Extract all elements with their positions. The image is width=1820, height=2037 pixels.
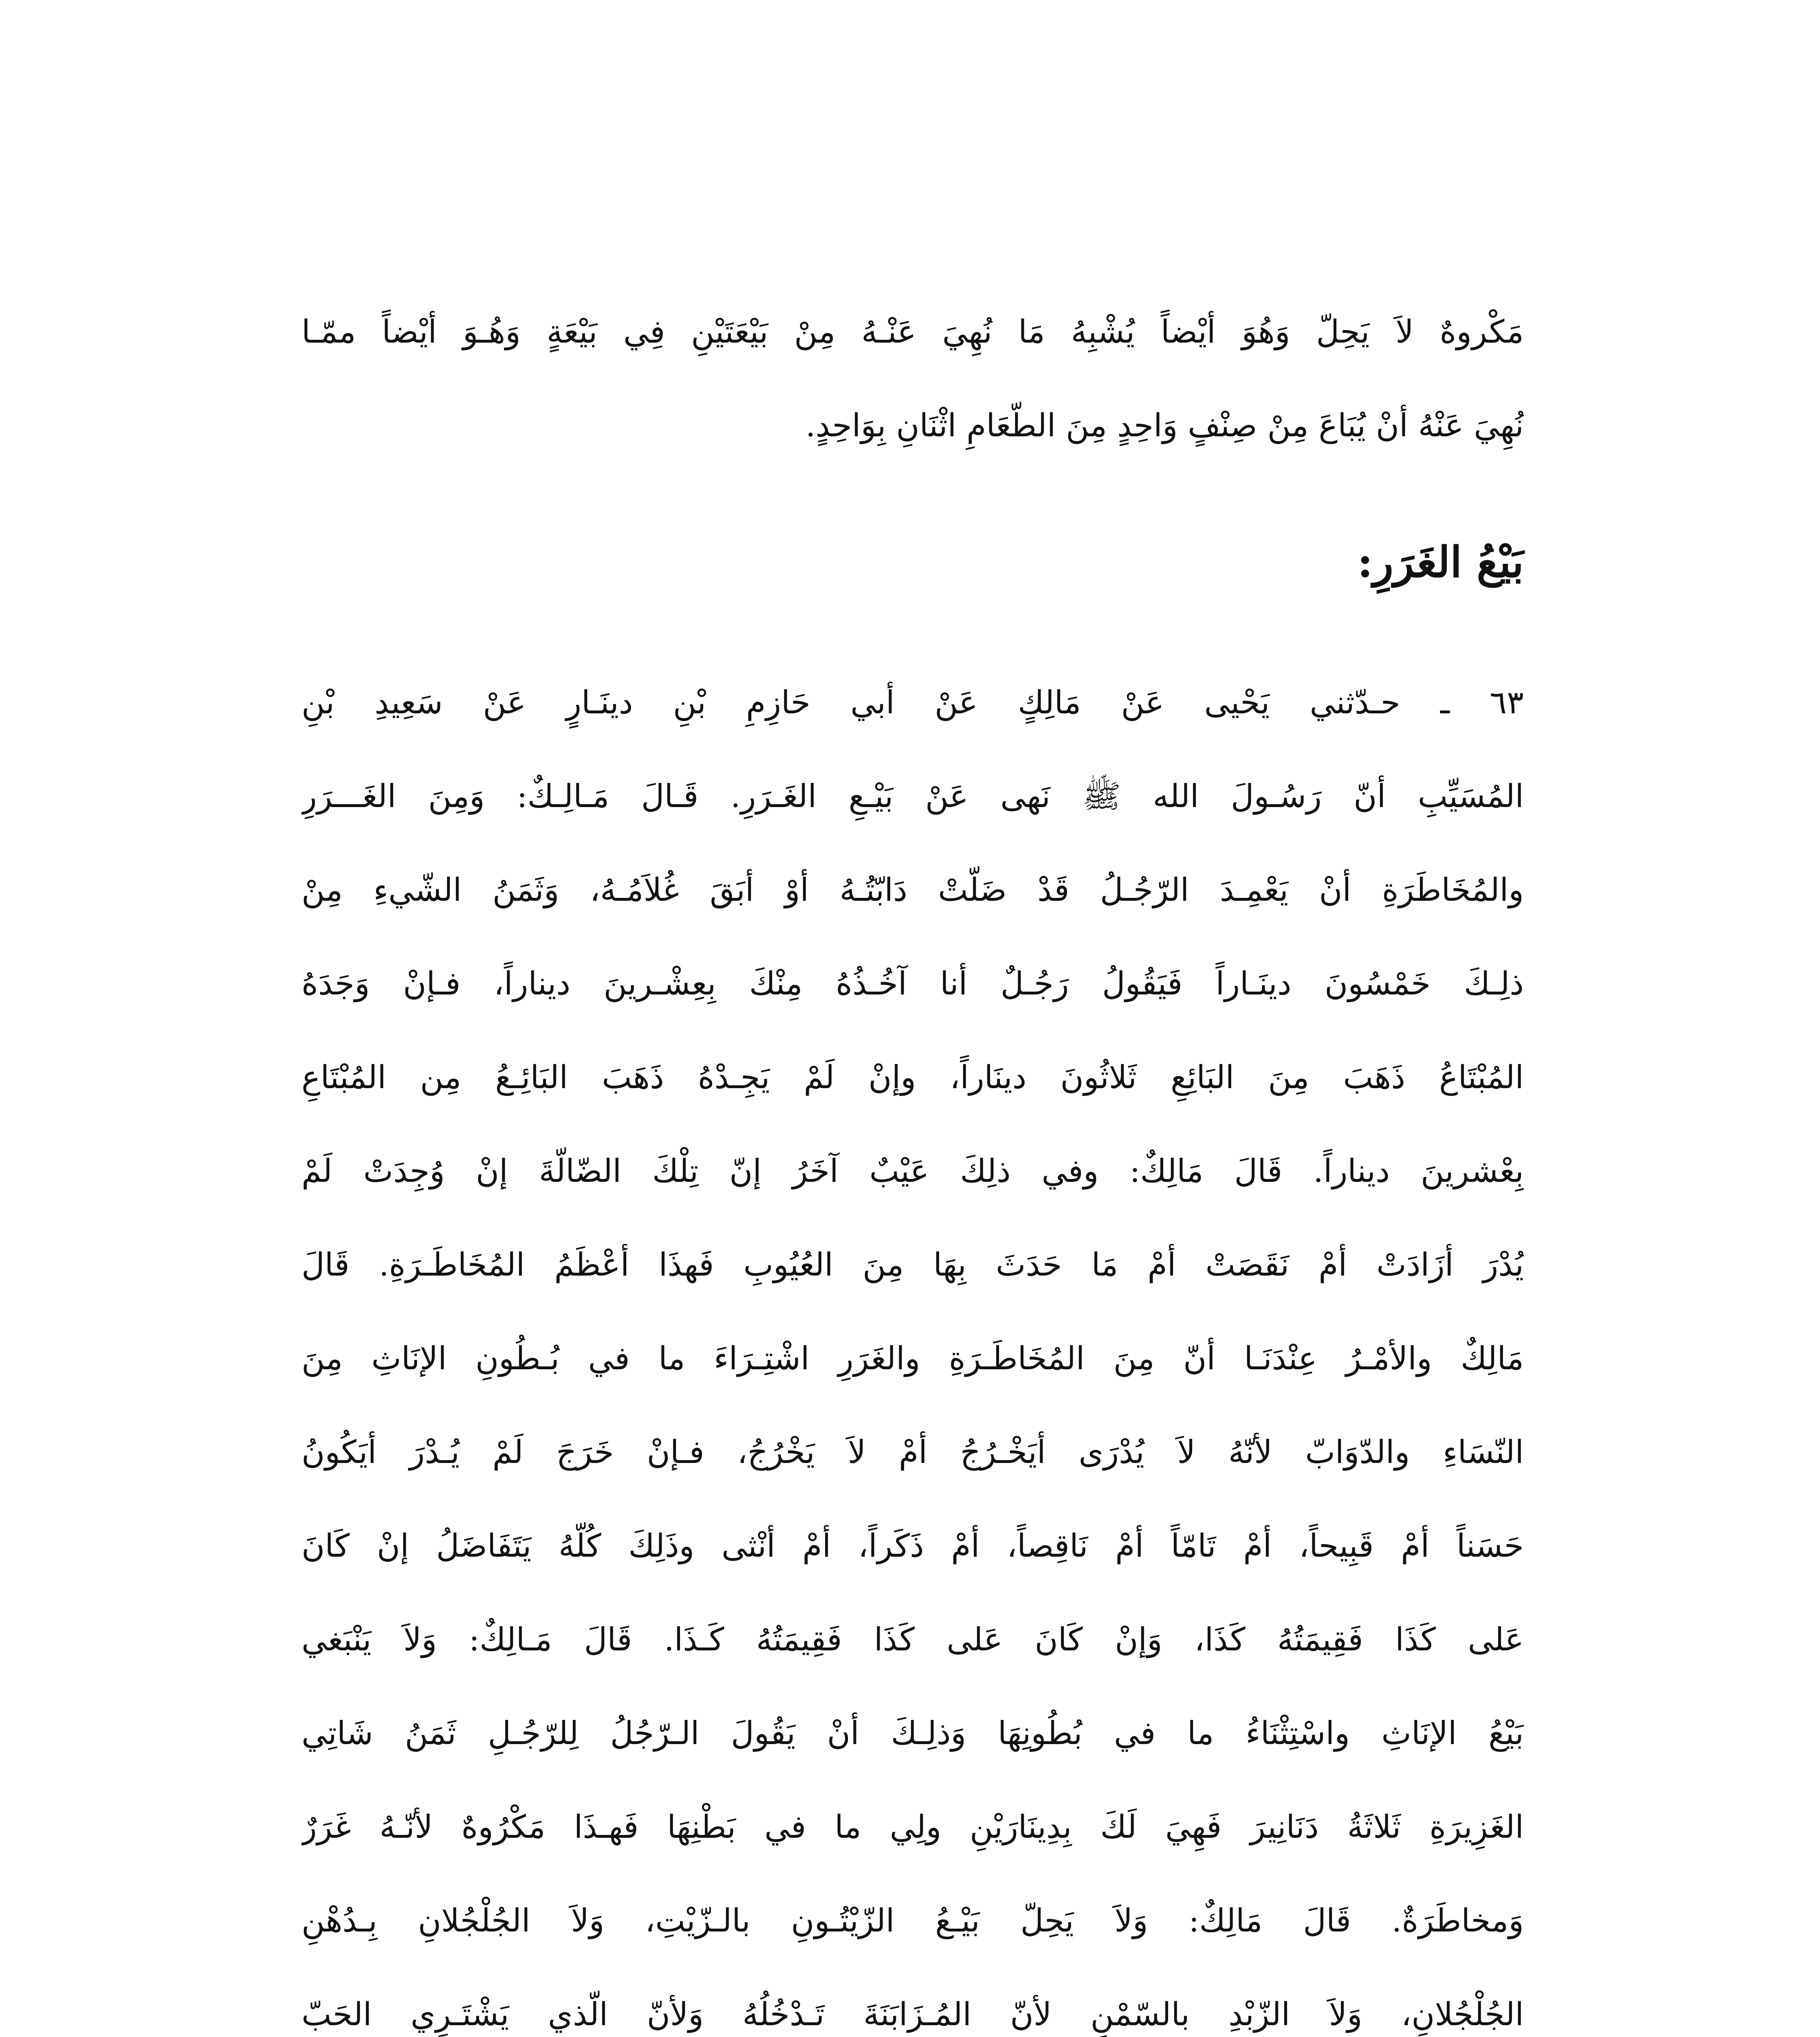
text-line: حَسَناً أمْ قَبِيحاً، أمْ تَامّاً أمْ نَاقِصاً، أمْ ذَكَراً، أمْ أنْثى وذَلِكَ كُلّهُ يَتَفَاضَلُ إنْ كَانَ [301,1528,1524,1564]
text-line: مَكْروهٌ لاَ يَحِلّ وَهُوَ أيْضاً يُشْبِهُ مَا نُهِيَ عَنْـهُ مِنْ بَيْعَتَيْنِ فِي بَيْعَةٍ وَهُـوَ أيْضاً ممّـا [301,314,1524,350]
text-line: بِعْشرينَ ديناراً. قَالَ مَالِكٌ: وفي ذلِكَ عَيْبٌ آخَرُ إنّ تِلْكَ الضّالّةَ إنْ وُجِدَتْ لَمْ [301,1153,1524,1190]
text-line: الجُلْجُلانِ، وَلاَ الزّبْدِ بالسّمْنِ لأنّ المُـزَابَنَةَ تَـدْخُلُهُ وَلأنّ الّذي يَشْتَـرِي الحَبّ [301,1996,1524,2033]
text-line: المُسَيِّبِ أنّ رَسُـولَ الله ﷺ نَهى عَنْ بَيْـعِ الغَـرَرِ. قَـالَ مَـالِـكٌ: وَمِنَ الغَـــرَرِ [301,778,1524,815]
text-line: النّسَاءِ والدّوَابّ لأنّهُ لاَ يُدْرَى أيَخْـرُجُ أمْ لاَ يَخْرُجُ، فـإنْ خَرَجَ لَمْ يُـدْرَ أيَكُونُ [301,1434,1524,1471]
text-line: عَلى كَذَا فَقِيمَتُهُ كَذَا، وَإنْ كَانَ عَلى كَذَا فَقِيمَتُهُ كَـذَا. قَالَ مَـالِكٌ: وَلاَ يَنْبَغي [301,1621,1524,1658]
text-line: ذلِـكَ خَمْسُونَ دينَـاراً فَيَقُولُ رَجُـلٌ أنا آخُـذُهُ مِنْكَ بِعِشْـرينَ ديناراً، فـإنْ وَجَدَهُ [301,966,1524,1002]
section-heading: بَيْعُ الغَرَرِ: [1357,537,1524,587]
text-line: بَيْعُ الإنَاثِ واسْتِثْنَاءُ ما في بُطُونِهَا وَذلِـكَ أنْ يَقُولَ الـرّجُلُ لِلرّجُـلِ ثَمَنُ شَاتِي [301,1715,1524,1752]
body-paragraph [301,656,1524,2037]
text-line: الغَزِيرَةِ ثَلاثَةُ دَنَانِيرَ فَهِيَ لَكَ بِدِينَارَيْنِ ولِي ما في بَطْنِهَا فَهـذَا مَكْرُوهٌ لأنّـهُ غَرَرٌ [301,1809,1524,1846]
text-line: ٦٣ ـ حـدّثني يَحْيى عَنْ مَالِكٍ عَنْ أبي حَازِمِ بْنِ دينَـارٍ عَنْ سَعِيدِ بْنِ [301,684,1524,721]
intro-paragraph [301,285,1524,473]
text-line: نُهِيَ عَنْهُ أنْ يُبَاعَ مِنْ صِنْفٍ وَاحِدٍ مِنَ الطّعَامِ اثْنَانِ بِوَاحِدٍ. [805,407,1524,444]
text-line: والمُخَاطَرَةِ أنْ يَعْمِـدَ الرّجُـلُ قَدْ ضَلّتْ دَابّتُـهُ أوْ أبَقَ غُلاَمُـهُ، وَثَمَنُ الشّيءِ مِنْ [301,872,1524,909]
text-line: يُدْرَ أزَادَتْ أمْ نَقَصَتْ أمْ مَا حَدَثَ بِهَا مِنَ العُيُوبِ فَهذَا أعْظَمُ المُخَاطَـرَةِ. قَالَ [301,1247,1524,1283]
text-line: مَالِكٌ والأمْـرُ عِنْدَنَـا أنّ مِنَ المُخَاطَـرَةِ والغَرَرِ اشْتِـرَاءَ ما في بُـطُونِ الإنَاثِ مِنَ [301,1340,1524,1377]
text-line: المُبْتَاعُ ذَهَبَ مِنَ البَائِعِ ثَلاثُونَ دينَاراً، وإنْ لَمْ يَجِـدْهُ ذَهَبَ البَائِـعُ مِن المُبْتَاعِ [301,1059,1524,1096]
text-line: وَمخاطَرَةٌ. قَالَ مَالِكٌ: وَلاَ يَحِلّ بَيْـعُ الزّيْتُـونِ بالـزّيْتِ، وَلاَ الجُلْجُلانِ بِـدُهْنِ [301,1903,1524,1939]
